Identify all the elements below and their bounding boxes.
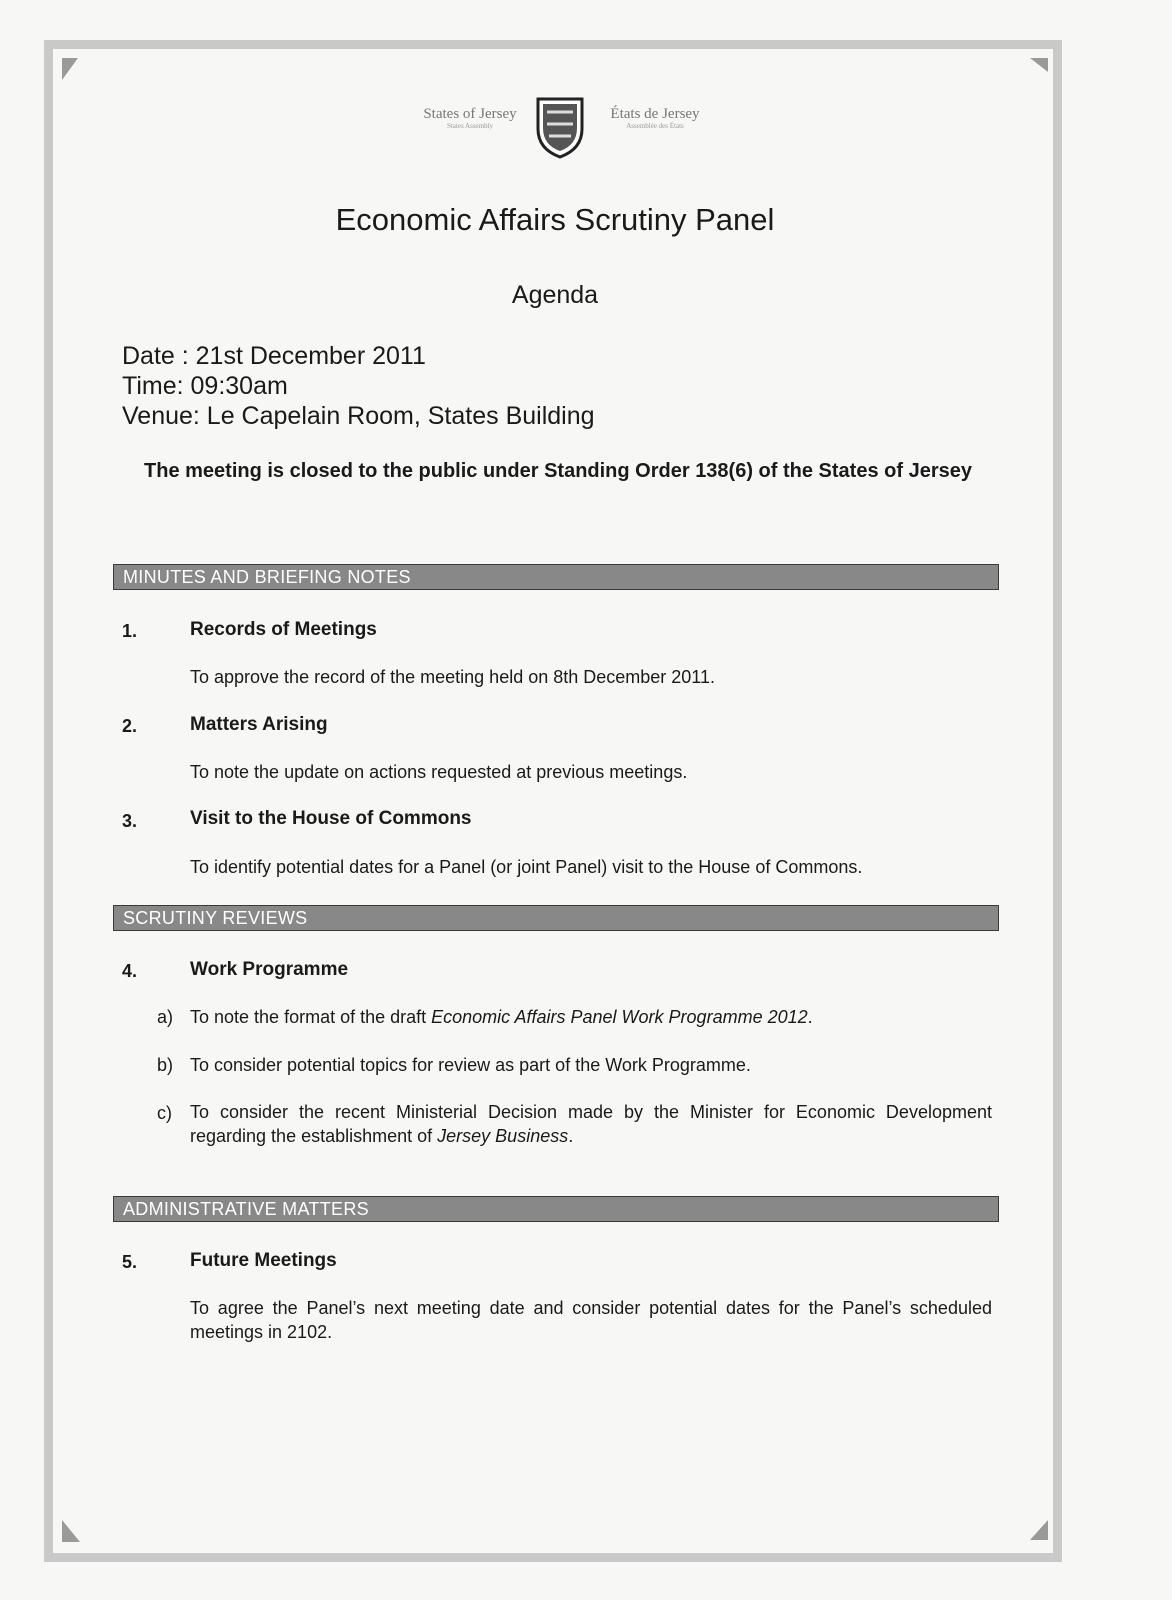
- coat-of-arms-icon: [534, 95, 586, 159]
- corner-mark-icon: [1030, 58, 1048, 72]
- subitem-text: To consider the recent Ministerial Decision made by the Minister for Economic Development regarding the establishment of Jersey Business.: [190, 1102, 992, 1146]
- item-number: 4.: [122, 961, 138, 981]
- closed-meeting-notice: The meeting is closed to the public under Standing Order 138(6) of the States of Jersey: [144, 460, 972, 482]
- page-title: Economic Affairs Scrutiny Panel: [335, 202, 775, 237]
- item-heading-house-of-commons: Visit to the House of Commons: [190, 808, 472, 829]
- subitem-text: To consider potential topics for review as part of the Work Programme.: [190, 1055, 751, 1075]
- section-header-scrutiny-reviews: SCRUTINY REVIEWS: [113, 905, 999, 931]
- corner-mark-icon: [1030, 1520, 1048, 1540]
- meeting-details: [122, 341, 595, 431]
- corner-mark-icon: [62, 1520, 80, 1542]
- logo-left-text: States of Jersey States Assembly: [423, 106, 517, 130]
- page-border-top: [44, 40, 1062, 49]
- item-heading-matters-arising: Matters Arising: [190, 714, 328, 735]
- meeting-venue: Venue: Le Capelain Room, States Building: [122, 402, 595, 430]
- section-header-minutes: MINUTES AND BRIEFING NOTES: [113, 564, 999, 590]
- item-description-house-of-commons: To identify potential dates for a Panel (or joint Panel) visit to the House of Commons.: [190, 857, 863, 877]
- subitem-letter: b): [157, 1055, 174, 1075]
- item-number: 5.: [122, 1252, 138, 1272]
- meeting-time: Time: 09:30am: [122, 372, 288, 400]
- states-of-jersey-logo: [400, 95, 720, 165]
- subitem-letter: a): [157, 1007, 174, 1027]
- page-border-bottom: [44, 1553, 1062, 1562]
- subitem-letter: c): [157, 1103, 172, 1123]
- item-number: 2.: [122, 716, 138, 736]
- item-number: 1.: [122, 621, 138, 641]
- item-description-records: To approve the record of the meeting held on 8th December 2011.: [190, 667, 715, 687]
- page-border-left: [44, 40, 53, 1562]
- item-heading-records: Records of Meetings: [190, 619, 377, 640]
- page-subtitle: Agenda: [511, 281, 599, 309]
- item-heading-work-programme: Work Programme: [190, 959, 349, 980]
- corner-mark-icon: [62, 58, 78, 80]
- section-header-administrative-matters: ADMINISTRATIVE MATTERS: [113, 1196, 999, 1222]
- item-number: 3.: [122, 811, 138, 831]
- page-border-right: [1053, 40, 1062, 1562]
- logo-right-text: États de Jersey Assemblée des États: [610, 106, 700, 130]
- subitem-text: To note the format of the draft Economic Affairs Panel Work Programme 2012.: [190, 1007, 813, 1027]
- meeting-date: Date : 21st December 2011: [122, 342, 426, 370]
- item-heading-future-meetings: Future Meetings: [190, 1250, 337, 1271]
- item-description-matters-arising: To note the update on actions requested at previous meetings.: [190, 762, 688, 782]
- item-description-future-meetings: To agree the Panel’s next meeting date and consider potential dates for the Panel’s scheduled meetings in 2102.: [190, 1298, 992, 1342]
